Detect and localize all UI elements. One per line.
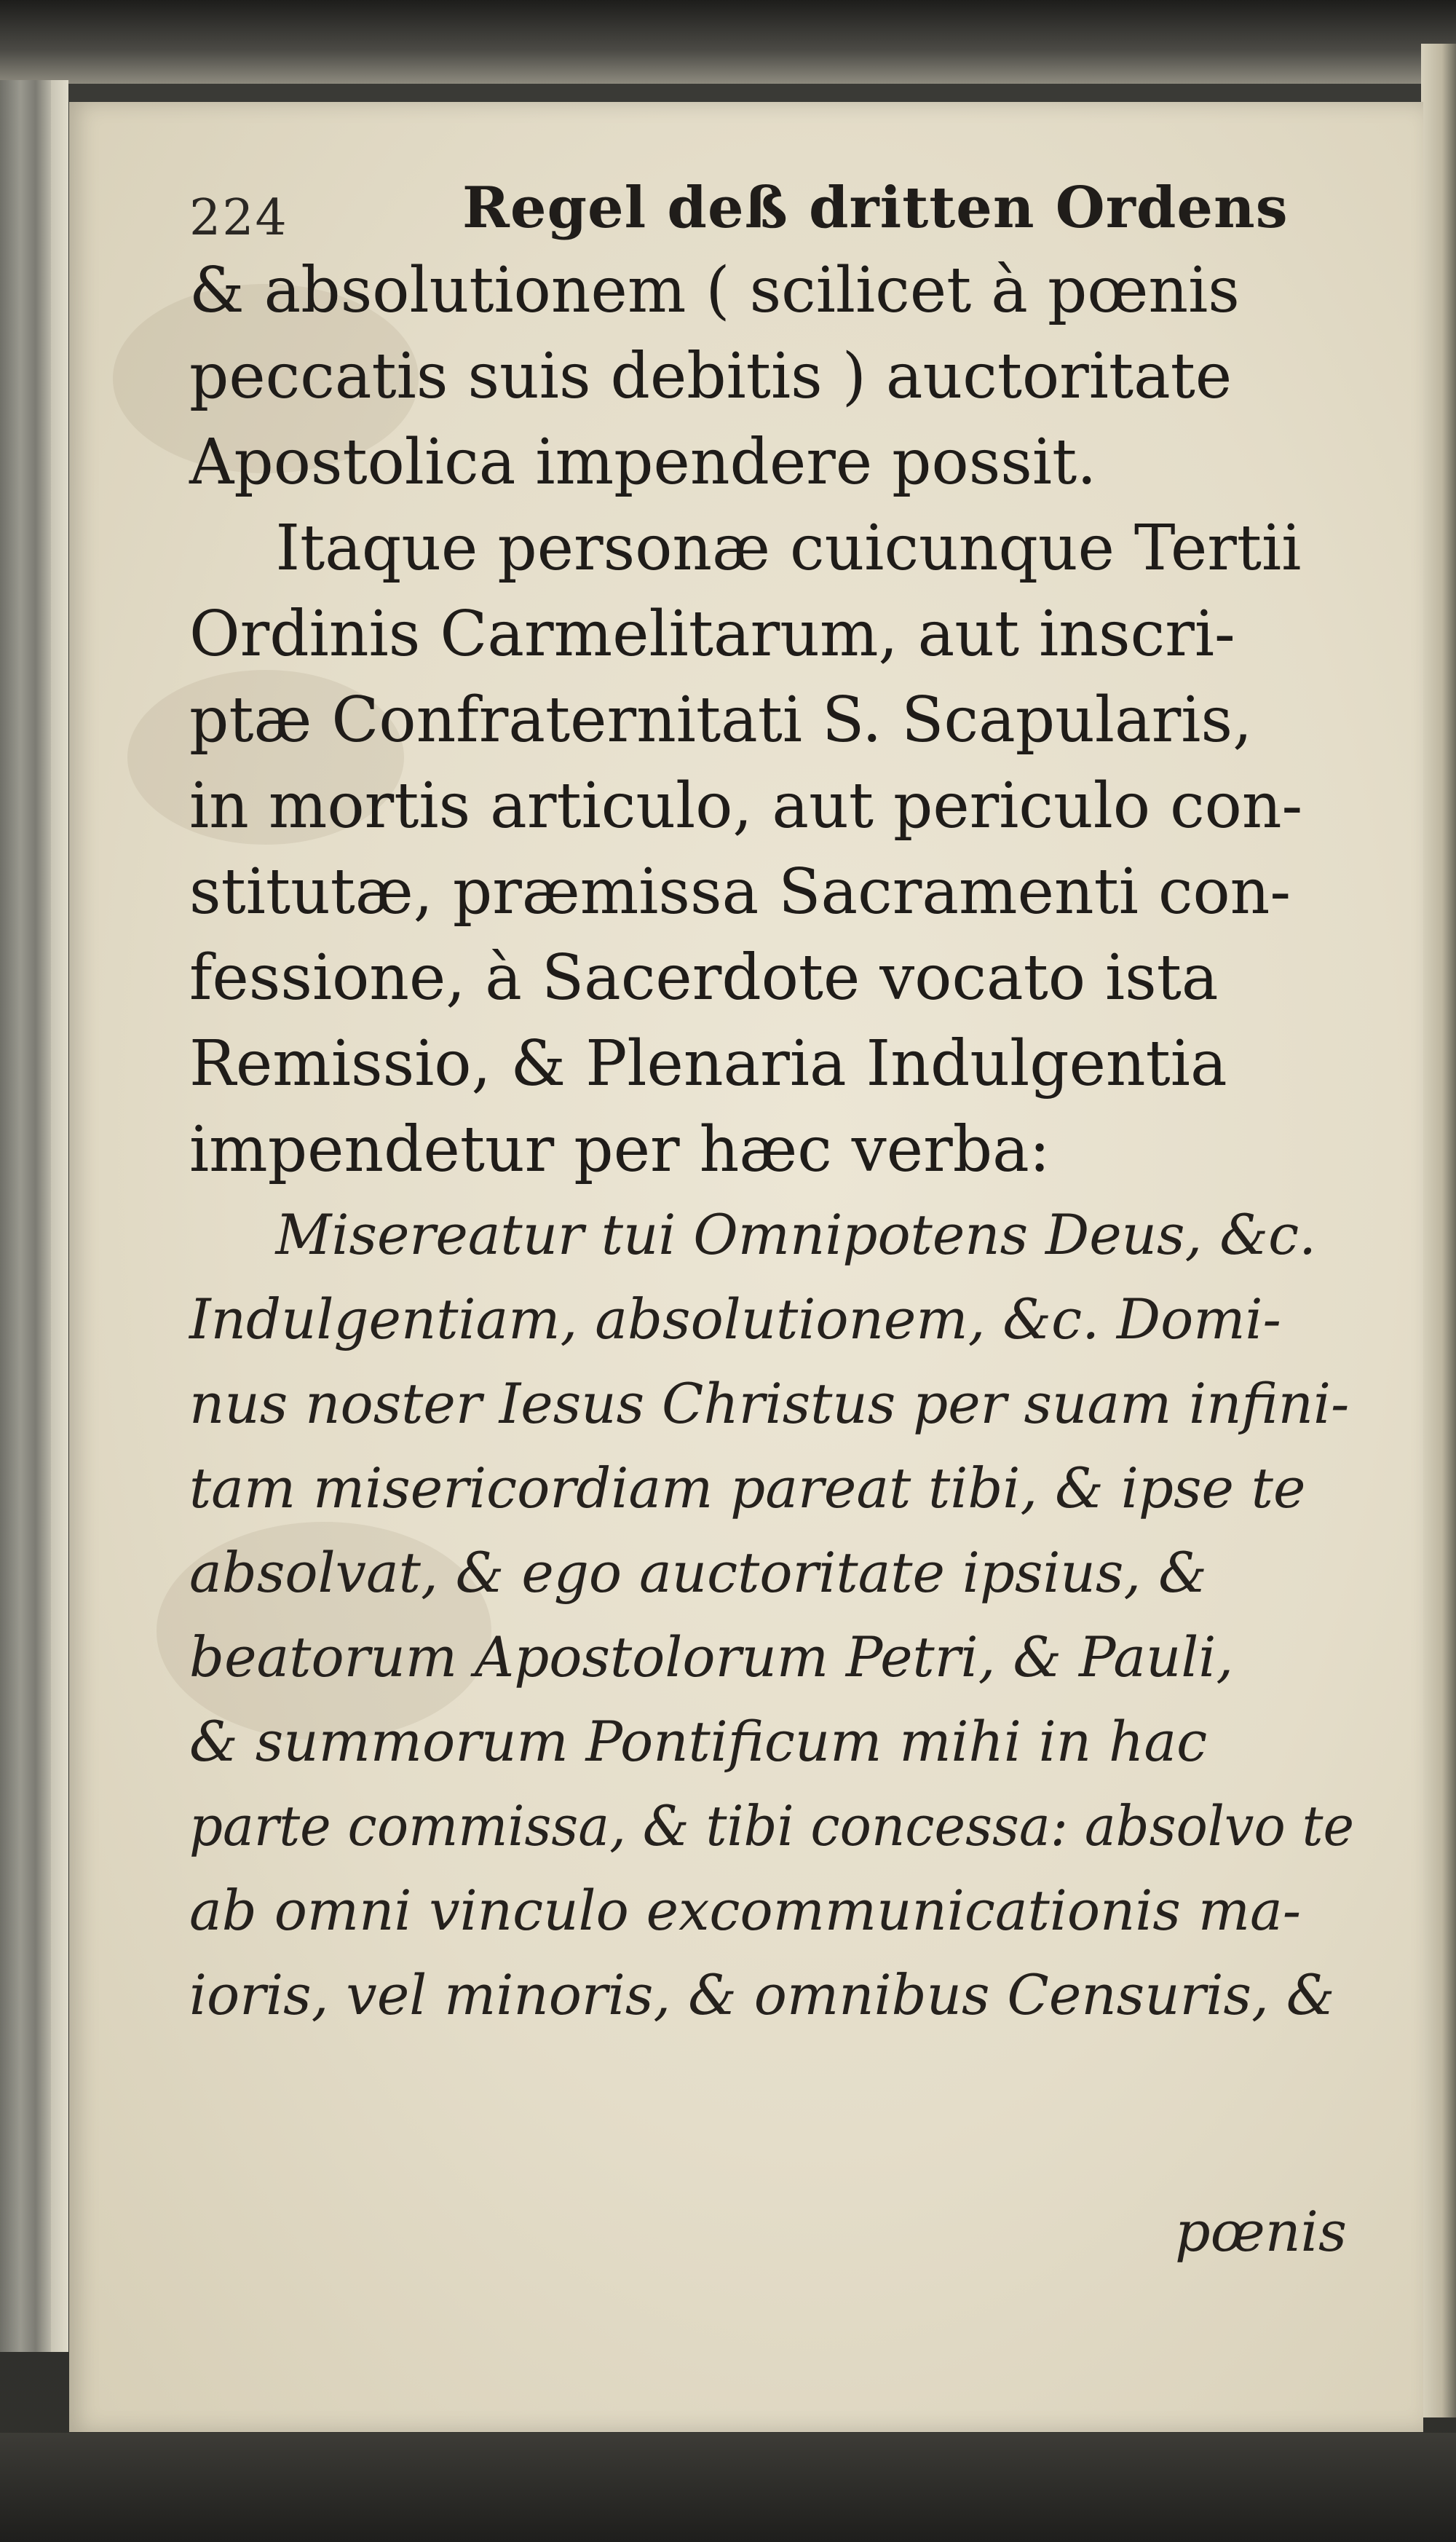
text-line: Itaque personæ cuicunque Tertii	[275, 512, 1302, 585]
formula-line: beatorum Apostolorum Petri, & Pauli,	[189, 1625, 1234, 1689]
page-number: 224	[189, 189, 288, 247]
text-line: in mortis articulo, aut periculo con-	[189, 770, 1303, 842]
text-line: peccatis suis debitis ) auctoritate	[189, 340, 1233, 413]
book-page	[69, 102, 1423, 2432]
running-title: Regel deß dritten Ordens	[462, 175, 1289, 241]
book-binding-top	[0, 0, 1456, 84]
main-text	[189, 248, 1369, 2037]
formula-line: absolvat, & ego auctoritate ipsius, &	[189, 1540, 1207, 1605]
text-line: Apostolica impendere possit.	[189, 426, 1097, 499]
formula-line: & summorum Pontificum mihi in hac	[189, 1709, 1208, 1774]
text-line: Ordinis Carmelitarum, aut inscri-	[189, 598, 1235, 671]
text-line: impendetur per hæc verba:	[189, 1113, 1051, 1186]
book-bottom-shadow	[0, 2433, 1456, 2542]
text-line: Remissio, & Plenaria Indulgentia	[189, 1027, 1227, 1100]
text-line: fessione, à Sacerdote vocato ista	[189, 942, 1219, 1014]
text-line: & absolutionem ( scilicet à pœnis	[189, 254, 1240, 327]
page-gutter	[51, 80, 68, 2352]
page-edges-left	[0, 80, 51, 2352]
formula-line: parte commissa, & tibi concessa: absolvo te	[189, 1793, 1355, 1858]
formula-line: ab omni vinculo excommunicationis ma-	[189, 1878, 1302, 1943]
running-head	[189, 175, 1354, 255]
formula-line: ioris, vel minoris, & omnibus Censuris, &	[189, 1962, 1335, 2027]
formula-line: Indulgentiam, absolutionem, &c. Domi-	[189, 1287, 1281, 1351]
formula-line: nus noster Iesus Christus per suam infini-	[189, 1371, 1350, 1436]
text-line: stitutæ, præmissa Sacramenti con-	[189, 856, 1291, 928]
formula-line: tam misericordiam pareat tibi, & ipse te	[189, 1456, 1306, 1520]
formula-line: Misereatur tui Omnipotens Deus, &c.	[275, 1202, 1317, 1267]
page-edge-right	[1421, 44, 1456, 2417]
text-line: ptæ Confraternitati S. Scapularis,	[189, 684, 1253, 757]
catchword: pœnis	[1174, 2199, 1347, 2264]
